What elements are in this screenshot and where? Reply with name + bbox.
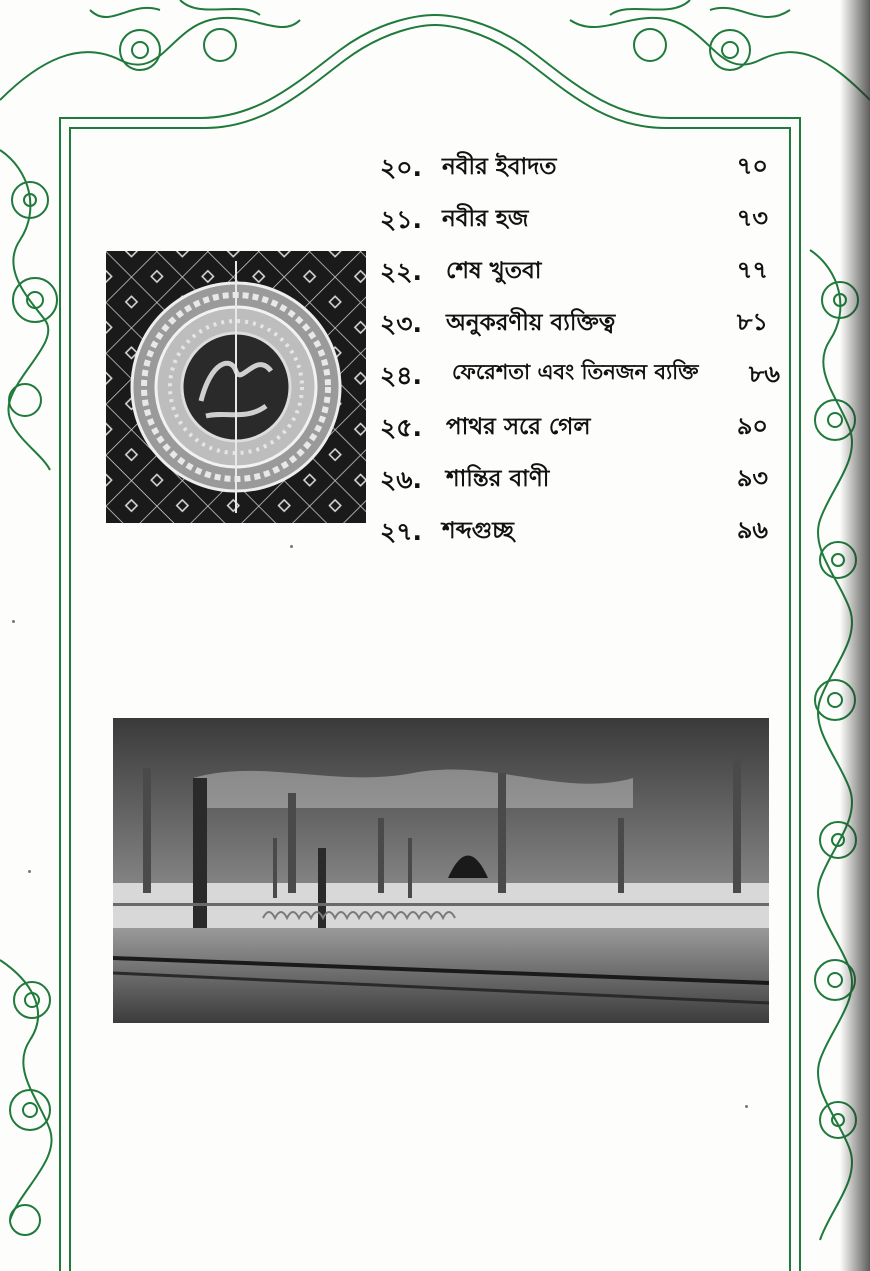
toc-entry-page: ৭৩ bbox=[736, 204, 768, 232]
toc-entry-page: ৯০ bbox=[736, 412, 768, 440]
toc-entry[interactable] bbox=[380, 296, 780, 348]
scan-speck bbox=[28, 870, 31, 873]
table-of-contents bbox=[380, 140, 780, 556]
scan-speck bbox=[12, 620, 15, 623]
toc-entry-title: অনুকরণীয় ব্যক্তিত্ব bbox=[446, 310, 616, 336]
toc-entry-number: ২৬. bbox=[380, 465, 423, 494]
toc-entry[interactable] bbox=[380, 140, 780, 192]
scan-speck bbox=[290, 545, 293, 548]
toc-entry-title: শেষ খুতবা bbox=[446, 258, 542, 284]
calligraphy-medallion-image bbox=[106, 251, 366, 523]
toc-entry-number: ২৭. bbox=[380, 517, 423, 546]
toc-entry-number: ২০. bbox=[380, 153, 423, 182]
toc-entry-page: ৯৩ bbox=[736, 464, 768, 492]
toc-entry-title: শান্তির বাণী bbox=[446, 466, 550, 492]
toc-entry-number: ২৩. bbox=[380, 309, 423, 338]
toc-entry[interactable] bbox=[380, 400, 780, 452]
toc-entry-page: ৯৬ bbox=[736, 516, 768, 544]
toc-entry-page: ৭৭ bbox=[736, 256, 768, 284]
toc-entry-title: নবীর ইবাদত bbox=[442, 154, 557, 180]
toc-entry-title: নবীর হজ bbox=[442, 206, 529, 232]
toc-entry[interactable] bbox=[380, 452, 780, 504]
toc-entry-number: ২৫. bbox=[380, 413, 422, 442]
toc-entry-title: পাথর সরে গেল bbox=[446, 414, 591, 440]
toc-entry-page: ৮১ bbox=[736, 308, 768, 336]
toc-entry[interactable] bbox=[380, 348, 780, 400]
toc-entry-number: ২১. bbox=[380, 205, 422, 234]
toc-entry-number: ২২. bbox=[380, 257, 423, 286]
toc-entry-page: ৭০ bbox=[736, 152, 768, 180]
toc-entry[interactable] bbox=[380, 504, 780, 556]
mosque-photo-image bbox=[113, 718, 769, 1023]
toc-entry-title: শব্দগুচ্ছ bbox=[442, 518, 514, 544]
page-edge-shadow bbox=[840, 0, 870, 1271]
toc-entry-number: ২৪. bbox=[380, 361, 422, 390]
toc-entry[interactable] bbox=[380, 192, 780, 244]
toc-entry-page: ৮৬ bbox=[748, 360, 780, 388]
toc-entry-title: ফেরেশতা এবং তিনজন ব্যক্তি bbox=[452, 360, 699, 384]
scan-speck bbox=[745, 1105, 748, 1108]
toc-entry[interactable] bbox=[380, 244, 780, 296]
